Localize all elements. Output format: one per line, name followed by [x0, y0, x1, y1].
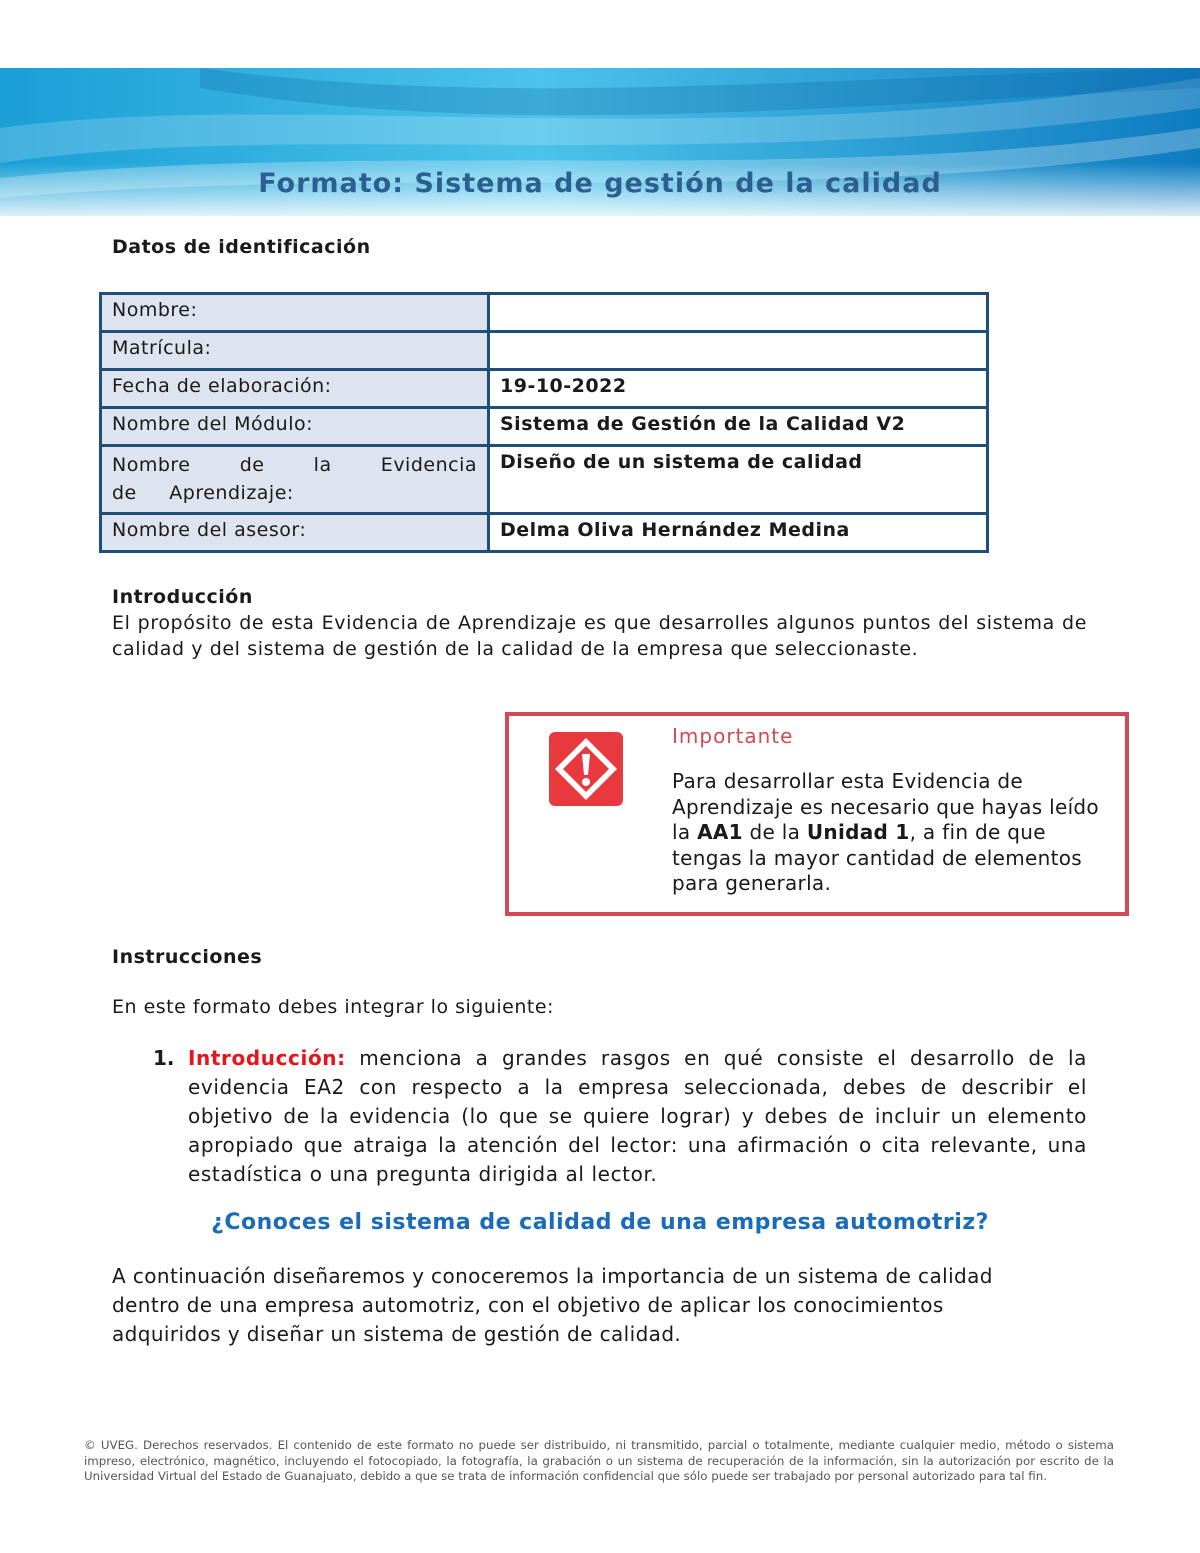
evidence-label [101, 446, 489, 514]
module-value: Sistema de Gestión de la Calidad V2 [489, 408, 988, 446]
list-item [188, 1044, 1087, 1189]
warning-icon [549, 732, 623, 806]
table-row [101, 514, 988, 552]
module-label: Nombre del Módulo: [101, 408, 489, 446]
matricula-value[interactable] [489, 332, 988, 370]
instructions-heading: Instrucciones [112, 946, 263, 968]
advisor-label: Nombre del asesor: [101, 514, 489, 552]
document-title: Formato: Sistema de gestión de la calidad [258, 168, 942, 199]
identification-heading: Datos de identificación [112, 236, 371, 258]
important-callout [505, 712, 1129, 916]
important-bold-aa1: AA1 [697, 820, 743, 844]
table-row [101, 294, 988, 332]
table-row [101, 446, 988, 514]
identification-table [99, 292, 989, 553]
list-item-title: Introducción: [188, 1046, 346, 1070]
instructions-lead: En este formato debes integrar lo siguiente: [112, 996, 554, 1018]
evidence-value: Diseño de un sistema de calidad [489, 446, 988, 514]
important-text-part: , a fin de que tengas la mayor cantidad de elementos para generarla. [672, 820, 1083, 895]
important-text-part: de la [742, 820, 807, 844]
table-row [101, 370, 988, 408]
important-title: Importante [672, 724, 794, 748]
introduction-text: El propósito de esta Evidencia de Aprendizaje es que desarrolles algunos puntos del sistema de calidad y del sistema de gestión de la calidad de la empresa que seleccionaste. [112, 612, 1087, 660]
list-item-text: menciona a grandes rasgos en qué consiste el desarrollo de la evidencia EA2 con respecto a la empresa seleccionada, debes de describir el objetivo de la evidencia (lo que se quiere lograr) y debes de incluir un elemento apropiado que atraiga la atención del lector: una afirmación o cita relevante, una estadística o una pregunta dirigida al lector. [188, 1046, 1087, 1186]
introduction-heading: Introducción [112, 586, 253, 608]
copyright-footer: © UVEG. Derechos reservados. El contenido de este formato no puede ser distribuido, ni transmitido, parcial o totalmente, mediante cualquier medio, método o sistema impreso, electrónico, magnético, incluyendo el fotocopiado, la fotografía, la grabación o un sistema de recuperación de la información, sin la autorización por escrito de la Universidad Virtual del Estado de Guanajuato, debido a que se trata de información confidencial que sólo puede ser trabajado por personal autorizado para tal fin. [84, 1438, 1114, 1483]
date-value: 19-10-2022 [489, 370, 988, 408]
important-bold-unit: Unidad 1 [806, 820, 910, 844]
table-row [101, 408, 988, 446]
date-label: Fecha de elaboración: [101, 370, 489, 408]
name-value[interactable] [489, 294, 988, 332]
important-text-part: Para desarrollar esta Evidencia de Aprendizaje es necesario que hayas leído la [672, 769, 1099, 844]
list-item-number: 1. [153, 1046, 175, 1070]
evidence-label-text: Nombre de la Evidencia de Aprendizaje: [112, 454, 477, 504]
table-row [101, 332, 988, 370]
advisor-value: Delma Oliva Hernández Medina [489, 514, 988, 552]
name-label: Nombre: [101, 294, 489, 332]
body-paragraph: A continuación diseñaremos y conoceremos la importancia de un sistema de calidad dentro de una empresa automotriz, con el objetivo de aplicar los conocimientos adquiridos y diseñar un sistema de gestión de calidad. [112, 1264, 993, 1346]
question-heading: ¿Conoces el sistema de calidad de una empresa automotriz? [211, 1210, 989, 1235]
matricula-label: Matrícula: [101, 332, 489, 370]
important-text [672, 769, 1102, 897]
